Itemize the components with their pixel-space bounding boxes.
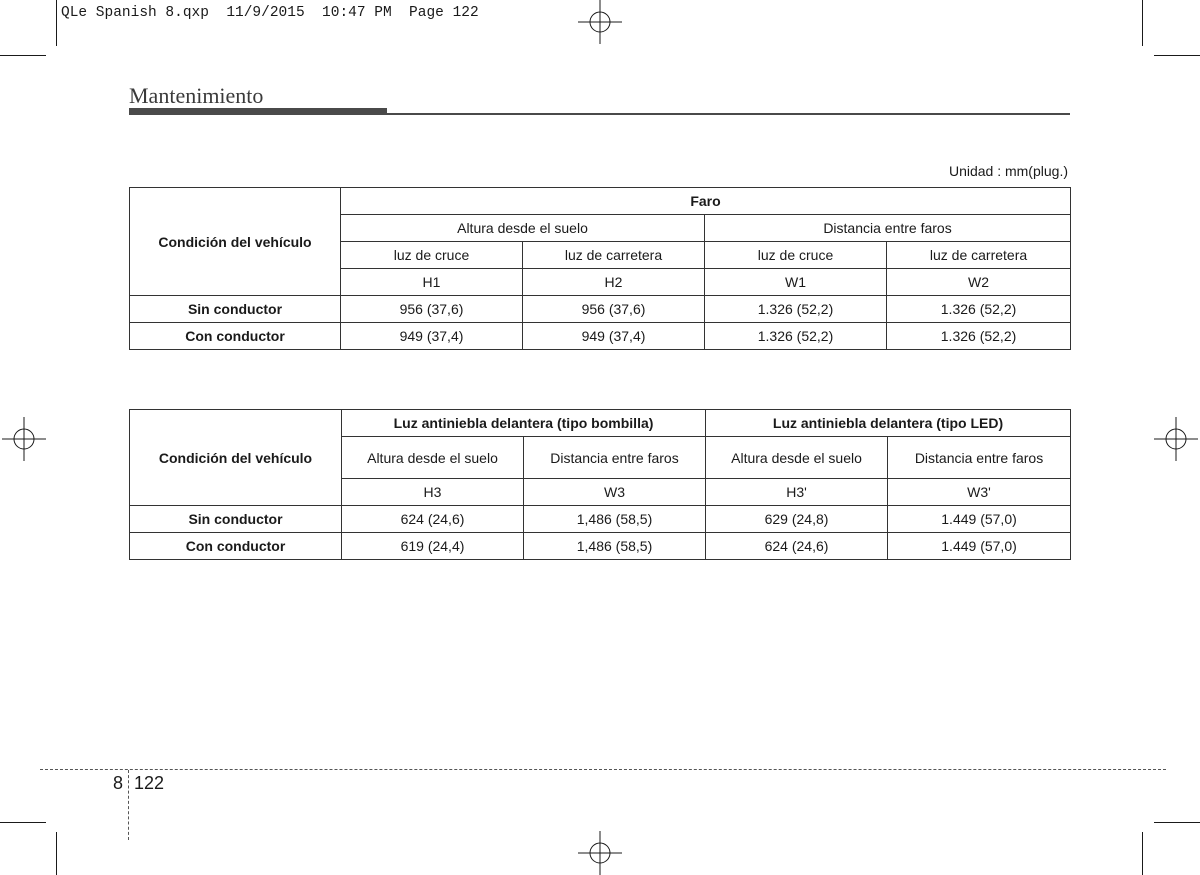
beam-header-cell: luz de carretera <box>887 242 1071 269</box>
registration-mark-top-icon <box>578 0 622 44</box>
crop-mark-top-left-h <box>0 55 46 56</box>
table-row <box>130 533 1071 560</box>
value-cell: 1.326 (52,2) <box>887 323 1071 350</box>
footer-dashed-rule <box>40 769 1166 770</box>
subgroup-header-cell: Distancia entre faros <box>705 215 1071 242</box>
value-cell: 619 (24,4) <box>342 533 524 560</box>
beam-header-cell: luz de cruce <box>705 242 887 269</box>
foglamp-aiming-table <box>129 409 1071 560</box>
table-row <box>130 296 1071 323</box>
row-label-cell: Con conductor <box>130 533 342 560</box>
code-cell: H1 <box>341 269 523 296</box>
row-label-cell: Sin conductor <box>130 506 342 533</box>
code-cell: H3 <box>342 479 524 506</box>
table-row <box>130 506 1071 533</box>
headlamp-aiming-table <box>129 187 1071 350</box>
registration-mark-bottom-icon <box>578 831 622 875</box>
table-row <box>130 323 1071 350</box>
crop-mark-top-right-v <box>1142 0 1143 46</box>
print-slug: QLe Spanish 8.qxp 11/9/2015 10:47 PM Page 122 <box>61 5 479 21</box>
value-cell: 1.326 (52,2) <box>705 296 887 323</box>
registration-mark-left-icon <box>2 417 46 461</box>
code-cell: W3' <box>888 479 1071 506</box>
chapter-number: 8 <box>113 773 124 793</box>
code-cell: H3' <box>706 479 888 506</box>
group-header-cell: Luz antiniebla delantera (tipo LED) <box>706 410 1071 437</box>
row-label-cell: Sin conductor <box>130 296 341 323</box>
value-cell: 624 (24,6) <box>706 533 888 560</box>
section-title: Mantenimiento <box>129 83 264 108</box>
crop-mark-bottom-left-v <box>56 832 57 875</box>
footer-dashed-divider <box>128 770 129 840</box>
value-cell: 1.449 (57,0) <box>888 506 1071 533</box>
value-cell: 956 (37,6) <box>523 296 705 323</box>
crop-mark-bottom-right-v <box>1142 832 1143 875</box>
crop-mark-top-left-v <box>56 0 57 46</box>
crop-mark-bottom-right-h <box>1154 822 1200 823</box>
value-cell: 1.326 (52,2) <box>887 296 1071 323</box>
group-header-cell: Luz antiniebla delantera (tipo bombilla) <box>342 410 706 437</box>
measure-header-cell: Distancia entre faros <box>524 437 706 479</box>
code-cell: W1 <box>705 269 887 296</box>
registration-mark-right-icon <box>1154 417 1198 461</box>
value-cell: 1,486 (58,5) <box>524 533 706 560</box>
beam-header-cell: luz de cruce <box>341 242 523 269</box>
value-cell: 956 (37,6) <box>341 296 523 323</box>
section-title-rule <box>387 113 1070 115</box>
value-cell: 949 (37,4) <box>341 323 523 350</box>
group-header-cell: Faro <box>341 188 1071 215</box>
section-title-underline <box>129 108 387 115</box>
row-label-cell: Con conductor <box>130 323 341 350</box>
code-cell: W2 <box>887 269 1071 296</box>
value-cell: 949 (37,4) <box>523 323 705 350</box>
measure-header-cell: Altura desde el suelo <box>706 437 888 479</box>
crop-mark-top-right-h <box>1154 55 1200 56</box>
measure-header-cell: Altura desde el suelo <box>342 437 524 479</box>
measure-header-cell: Distancia entre faros <box>888 437 1071 479</box>
row-header-cell: Condición del vehículo <box>130 188 341 296</box>
value-cell: 1,486 (58,5) <box>524 506 706 533</box>
value-cell: 629 (24,8) <box>706 506 888 533</box>
beam-header-cell: luz de carretera <box>523 242 705 269</box>
unit-label: Unidad : mm(plug.) <box>948 163 1068 179</box>
value-cell: 624 (24,6) <box>342 506 524 533</box>
row-header-cell: Condición del vehículo <box>130 410 342 506</box>
crop-mark-bottom-left-h <box>0 822 46 823</box>
subgroup-header-cell: Altura desde el suelo <box>341 215 705 242</box>
code-cell: H2 <box>523 269 705 296</box>
page-number: 122 <box>134 773 165 793</box>
value-cell: 1.449 (57,0) <box>888 533 1071 560</box>
value-cell: 1.326 (52,2) <box>705 323 887 350</box>
code-cell: W3 <box>524 479 706 506</box>
